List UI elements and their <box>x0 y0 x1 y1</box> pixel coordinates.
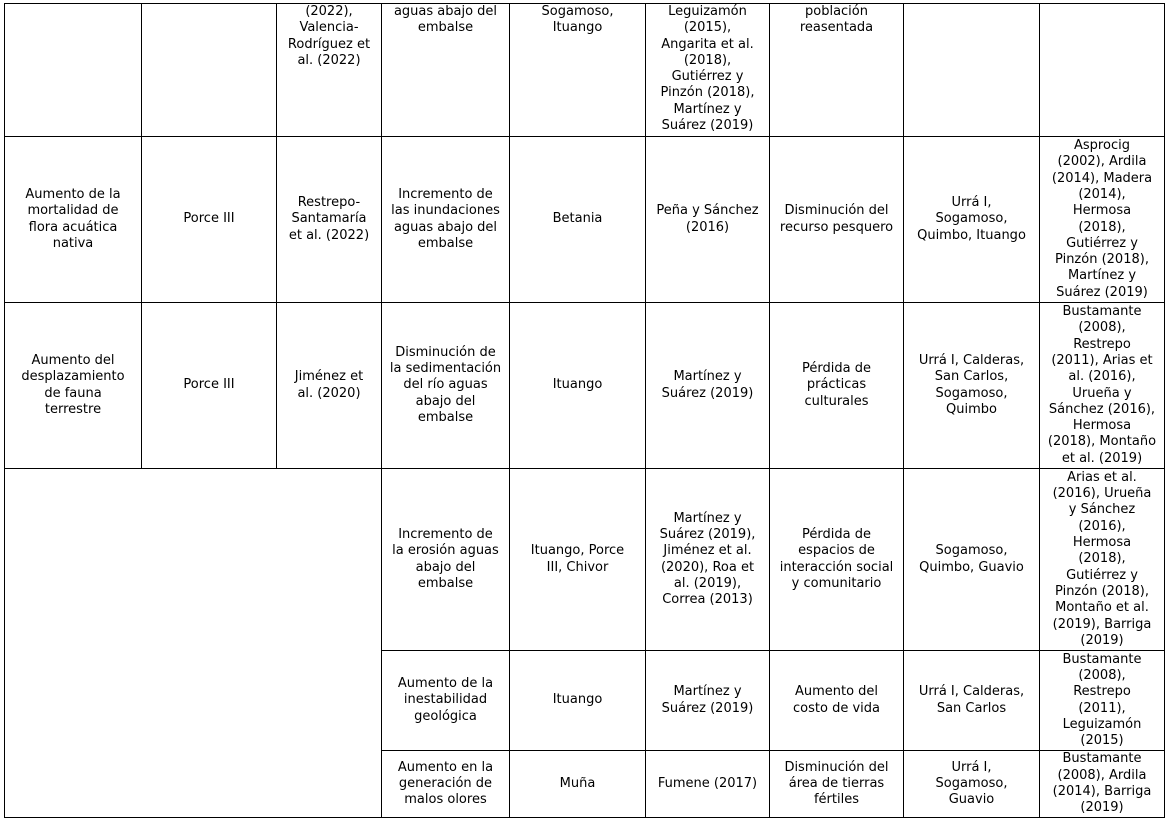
table-cell <box>510 469 646 651</box>
cell-text: (2022), Valencia- Rodríguez et al. (2022) <box>287 4 371 68</box>
cell-text: Fumene (2017) <box>657 775 758 791</box>
merged-empty-cell <box>5 469 382 818</box>
table-cell <box>277 137 382 303</box>
table-cell <box>382 469 510 651</box>
table-cell <box>904 469 1040 651</box>
cell-text: Porce III <box>183 211 235 227</box>
table-cell <box>142 137 277 303</box>
table-cell <box>770 751 904 818</box>
cell-text: Asprocig (2002), Ardila (2014), Madera (2014), Hermosa (2018), Gutiérrez y Pinzón (2018), Martínez y Suárez (2019) <box>1051 138 1153 300</box>
cell-text: Muña <box>559 775 596 791</box>
table-cell <box>382 137 510 303</box>
cell-text: Bustamante (2008), Ardila (2014), Barriga (2019) <box>1052 751 1152 816</box>
table-cell <box>770 4 904 137</box>
cell-text: Aumento de la inestabilidad geológica <box>397 676 494 724</box>
cell-text: Aumento en la generación de malos olores <box>397 759 494 808</box>
table-row <box>5 469 1165 651</box>
cell-text: Incremento de las inundaciones aguas abajo del embalse <box>391 186 500 251</box>
cell-text: Bustamante (2008), Restrepo (2011), Leguizamón (2015) <box>1062 651 1142 749</box>
table-cell <box>1040 4 1165 137</box>
table-cell <box>1040 137 1165 303</box>
table-cell <box>770 651 904 751</box>
table-cell <box>770 303 904 469</box>
table-cell <box>646 469 770 651</box>
table-cell <box>382 303 510 469</box>
table-cell <box>510 137 646 303</box>
cell-text: Sogamoso, Quimbo, Guavio <box>919 543 1024 575</box>
table-cell <box>277 4 382 137</box>
cell-text: Betania <box>552 211 603 227</box>
table-cell <box>1040 751 1165 818</box>
table-cell <box>646 303 770 469</box>
table-cell <box>5 4 142 137</box>
table-cell <box>646 137 770 303</box>
impacts-table <box>4 3 1165 818</box>
table-cell <box>646 4 770 137</box>
cell-text: Bustamante (2008), Restrepo (2011), Arias et al. (2016), Urueña y Sánchez (2016), Hermosa (2018), Montaño et al. (2019) <box>1047 304 1157 466</box>
table-cell <box>382 4 510 137</box>
cell-text: Urrá I, Sogamoso, Guavio <box>935 759 1008 808</box>
table-cell <box>904 4 1040 137</box>
table-cell <box>646 651 770 751</box>
cell-text: población reasentada <box>799 4 874 36</box>
table-cell <box>5 303 142 469</box>
table-cell <box>277 303 382 469</box>
cell-text: Pérdida de espacios de interacción social y comunitario <box>779 526 894 591</box>
table-row <box>5 4 1165 137</box>
cell-text: Restrepo- Santamaría et al. (2022) <box>288 195 370 243</box>
cell-text: Disminución del área de tierras fértiles <box>784 759 889 808</box>
table-cell <box>5 137 142 303</box>
table-cell <box>510 751 646 818</box>
cell-text: Martínez y Suárez (2019) <box>661 369 754 401</box>
table-cell <box>1040 469 1165 651</box>
table-cell <box>646 751 770 818</box>
cell-text: Sogamoso, Ituango <box>541 4 614 36</box>
cell-text: Ituango <box>552 377 603 393</box>
table-cell <box>382 651 510 751</box>
table-row <box>5 303 1165 469</box>
cell-text: Disminución de la sedimentación del río aguas abajo del embalse <box>389 344 502 425</box>
table-cell <box>904 651 1040 751</box>
table-cell <box>770 469 904 651</box>
cell-text: Martínez y Suárez (2019), Jiménez et al. (2020), Roa et al. (2019), Correa (2013) <box>659 510 756 608</box>
table-cell <box>1040 303 1165 469</box>
cell-text: aguas abajo del embalse <box>393 4 498 36</box>
cell-text: Jiménez et al. (2020) <box>294 369 364 401</box>
table-cell <box>510 4 646 137</box>
cell-text: Incremento de la erosión aguas abajo del embalse <box>392 526 499 591</box>
table-cell <box>1040 651 1165 751</box>
cell-text: Ituango, Porce III, Chivor <box>530 543 625 575</box>
cell-text: Urrá I, Sogamoso, Quimbo, Ituango <box>917 195 1026 243</box>
cell-text: Pérdida de prácticas culturales <box>802 361 871 409</box>
cell-text: Aumento de la mortalidad de flora acuática nativa <box>25 186 121 251</box>
table-cell <box>510 651 646 751</box>
cell-text: Urrá I, Calderas, San Carlos, Sogamoso, Quimbo <box>918 352 1025 417</box>
cell-text: Martínez y Suárez (2019) <box>661 684 754 716</box>
cell-text: Disminución del recurso pesquero <box>779 203 894 235</box>
table-cell <box>904 137 1040 303</box>
cell-text: Peña y Sánchez (2016) <box>656 203 759 235</box>
table-cell <box>382 751 510 818</box>
cell-text: Porce III <box>183 377 235 393</box>
cell-text: Ituango <box>552 692 603 708</box>
table-cell <box>770 137 904 303</box>
cell-text: Urrá I, Calderas, San Carlos <box>918 684 1025 716</box>
table-cell <box>142 4 277 137</box>
table-row <box>5 137 1165 303</box>
cell-text: Leguizamón (2015), Angarita et al. (2018), Gutiérrez y Pinzón (2018), Martínez y Suárez (2019) <box>660 4 755 134</box>
table-cell <box>904 751 1040 818</box>
cell-text: Aumento del costo de vida <box>793 684 880 716</box>
cell-text: Arias et al. (2016), Urueña y Sánchez (2016), Hermosa (2018), Gutiérrez y Pinzón (2018), Montaño et al. (2019), Barriga (2019) <box>1052 469 1152 648</box>
table-cell <box>510 303 646 469</box>
table-cell <box>904 303 1040 469</box>
cell-text: Aumento del desplazamiento de fauna terrestre <box>21 352 125 417</box>
table-cell <box>142 303 277 469</box>
